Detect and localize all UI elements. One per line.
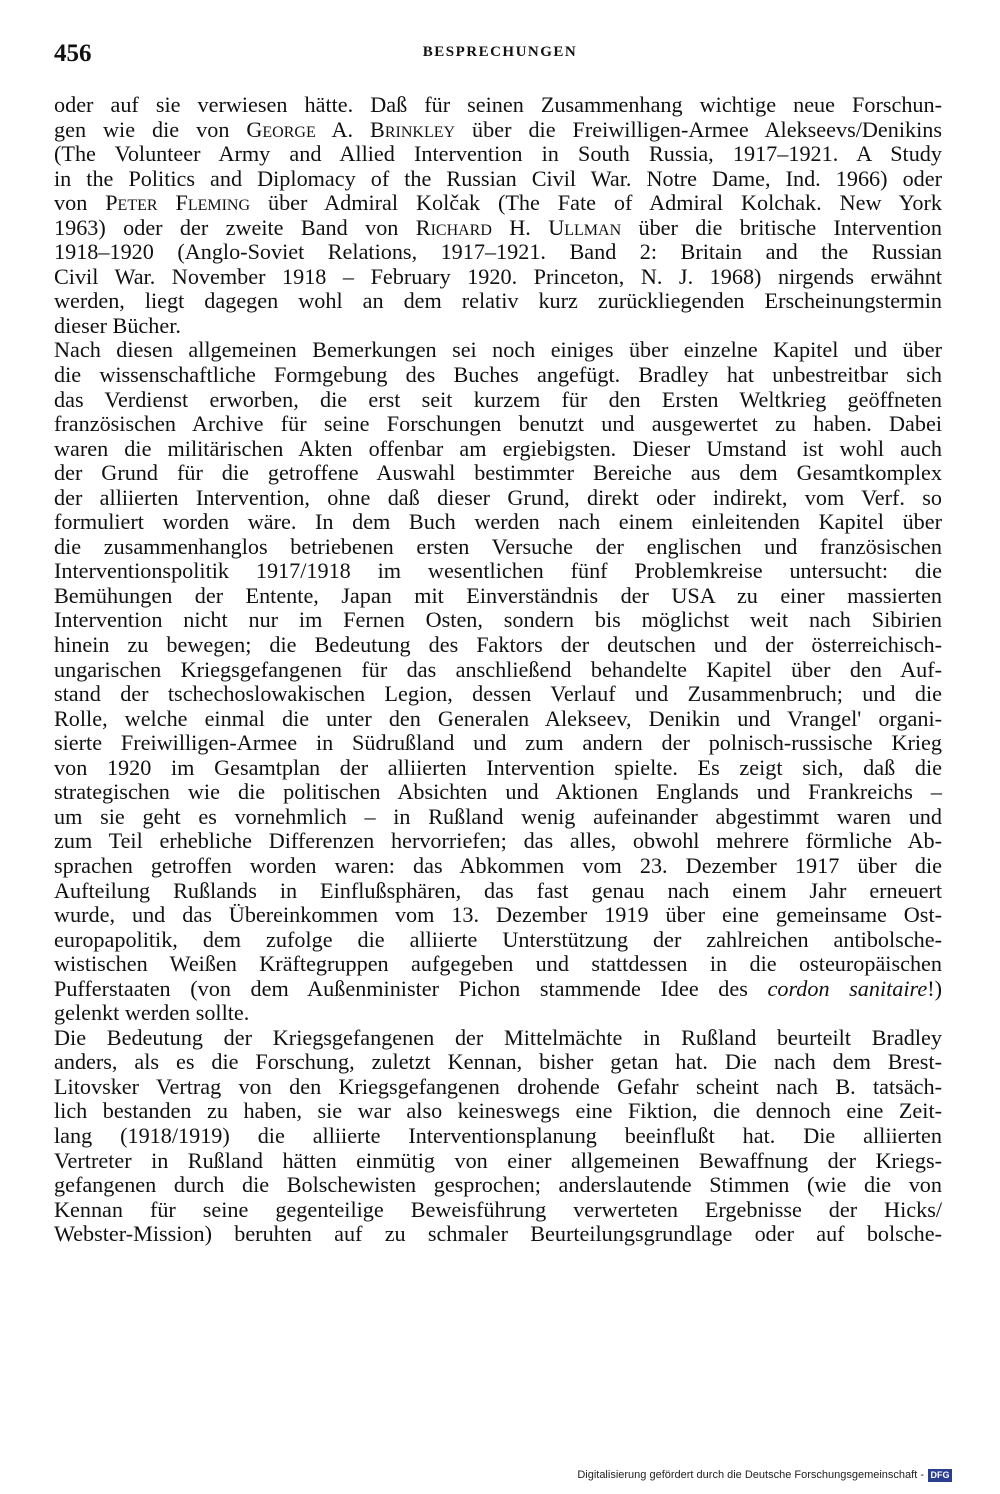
text-line: von 1920 im Gesamtplan der alliierten Intervention spielte. Es zeigt sich, daß die	[54, 754, 942, 780]
text-line: anders, als es die Forschung, zuletzt Kennan, bisher getan hat. Die nach dem Brest-	[54, 1049, 942, 1075]
text-line: Civil War. November 1918 – February 1920. Princeton, N. J. 1968) nirgends erwähnt	[54, 263, 942, 289]
text-line: waren die militärischen Akten offenbar am ergiebigsten. Dieser Umstand ist wohl auch	[54, 435, 942, 461]
text-line: formuliert worden wäre. In dem Buch werden nach einem einleitenden Kapitel über	[54, 509, 942, 535]
running-title: BESPRECHUNGEN	[422, 44, 578, 60]
text-line: Bemühungen der Entente, Japan mit Einverständnis der USA zu einer massierten	[54, 582, 942, 608]
page-number: 456	[54, 40, 92, 67]
text-line: Die Bedeutung der Kriegsgefangenen der Mittelmächte in Rußland beurteilt Bradley	[54, 1024, 942, 1050]
text-line: von Peter Fleming über Admiral Kolčak (The Fate of Admiral Kolchak. New York	[54, 190, 943, 216]
text-line: Litovsker Vertrag von den Kriegsgefangenen drohende Gefahr scheint nach B. tatsäch-	[54, 1073, 942, 1099]
text-line: gen wie die von George A. Brinkley über die Freiwilligen-Armee Alekseevs/Denikins	[54, 116, 942, 142]
text-line: stand der tschechoslowakischen Legion, dessen Verlauf und Zusammenbruch; und die	[54, 681, 942, 707]
text-line: um sie geht es vornehmlich – in Rußland wenig aufeinander abgestimmt waren und	[54, 803, 942, 829]
text-line: Aufteilung Rußlands in Einflußsphären, das fast genau nach einem Jahr erneuert	[54, 877, 942, 903]
text-line: der Grund für die getroffene Auswahl bestimmter Bereiche aus dem Gesamtkomplex	[54, 460, 942, 486]
text-line: Pufferstaaten (von dem Außenminister Pichon stammende Idee des cordon sanitaire!)	[54, 975, 942, 1001]
dfg-logo: DFG	[928, 1469, 952, 1482]
text-line: die wissenschaftliche Formgebung des Buches angefügt. Bradley hat unbestreitbar sich	[54, 362, 942, 388]
text-line: wistischen Weißen Kräftegruppen aufgegeben und stattdessen in die osteuropäischen	[54, 951, 942, 977]
text-line: in the Politics and Diplomacy of the Russian Civil War. Notre Dame, Ind. 1966) oder	[54, 165, 942, 191]
digitization-credit: Digitalisierung gefördert durch die Deutsche Forschungsgemeinschaft -	[577, 1469, 924, 1481]
text-line: 1963) oder der zweite Band von Richard H. Ullman über die britische Intervention	[54, 214, 942, 240]
text-line: wurde, und das Übereinkommen vom 13. Dezember 1919 über eine gemeinsame Ost-	[54, 902, 942, 928]
text-line: sprachen getroffen worden waren: das Abkommen vom 23. Dezember 1917 über die	[54, 852, 942, 878]
text-line: ungarischen Kriegsgefangenen für das anschließend behandelte Kapitel über den Auf-	[54, 656, 942, 682]
text-line: Rolle, welche einmal die unter den Generalen Alekseev, Denikin und Vrangel' organi-	[54, 705, 942, 731]
text-line: hinein zu bewegen; die Bedeutung des Faktors der deutschen und der österreichisch-	[54, 632, 942, 658]
text-line: europapolitik, dem zufolge die alliierte Unterstützung der zahlreichen antibolsche-	[54, 926, 942, 952]
text-line: zum Teil erhebliche Differenzen hervorriefen; das alles, obwohl mehrere förmliche Ab-	[54, 828, 942, 854]
text-line: sierte Freiwilligen-Armee in Südrußland und zum andern der polnisch-russische Krieg	[54, 730, 942, 756]
text-line: Interventionspolitik 1917/1918 im wesentlichen fünf Problemkreise untersucht: die	[54, 558, 942, 584]
text-line: werden, liegt dagegen wohl an dem relativ kurz zurückliegenden Erscheinungstermin	[54, 288, 942, 314]
text-line: lang (1918/1919) die alliierte Interventionsplanung beeinflußt hat. Die alliierten	[54, 1122, 942, 1148]
text-line: der alliierten Intervention, ohne daß dieser Grund, direkt oder indirekt, vom Verf. so	[54, 484, 942, 510]
text-line: dieser Bücher.	[54, 312, 181, 338]
text-line: Vertreter in Rußland hätten einmütig von einer allgemeinen Bewaffnung der Kriegs-	[54, 1147, 942, 1173]
text-line: das Verdienst erworben, die erst seit kurzem für den Ersten Weltkrieg geöffneten	[54, 386, 942, 412]
text-line: strategischen wie die politischen Absichten und Aktionen Englands und Frankreichs –	[54, 779, 942, 805]
page-header	[54, 40, 946, 70]
text-line: Nach diesen allgemeinen Bemerkungen sei noch einiges über einzelne Kapitel und über	[54, 337, 942, 363]
text-line: lich bestanden zu haben, sie war also keineswegs eine Fiktion, die dennoch eine Zeit-	[54, 1098, 942, 1124]
text-line: Kennan für seine gegenteilige Beweisführung verwerteten Ergebnisse der Hicks/	[54, 1196, 942, 1222]
text-line: Webster-Mission) beruhten auf zu schmaler Beurteilungsgrundlage oder auf bolsche-	[54, 1221, 942, 1247]
text-line: gefangenen durch die Bolschewisten gesprochen; anderslautende Stimmen (wie die von	[54, 1172, 942, 1198]
review-body-text	[54, 93, 942, 1247]
text-line: gelenkt werden sollte.	[54, 1000, 250, 1026]
text-line: Intervention nicht nur im Fernen Osten, sondern bis möglichst weit nach Sibirien	[54, 607, 942, 633]
digitization-footer	[577, 1467, 952, 1483]
text-line: die zusammenhanglos betriebenen ersten Versuche der englischen und französischen	[54, 533, 942, 559]
text-line: französischen Archive für seine Forschungen benutzt und ausgewertet zu haben. Dabei	[54, 411, 942, 437]
text-line: oder auf sie verwiesen hätte. Daß für seinen Zusammenhang wichtige neue Forschun-	[54, 92, 942, 117]
text-line: (The Volunteer Army and Allied Intervention in South Russia, 1917–1921. A Study	[54, 141, 942, 167]
text-line: 1918–1920 (Anglo-Soviet Relations, 1917–1921. Band 2: Britain and the Russian	[54, 239, 942, 265]
